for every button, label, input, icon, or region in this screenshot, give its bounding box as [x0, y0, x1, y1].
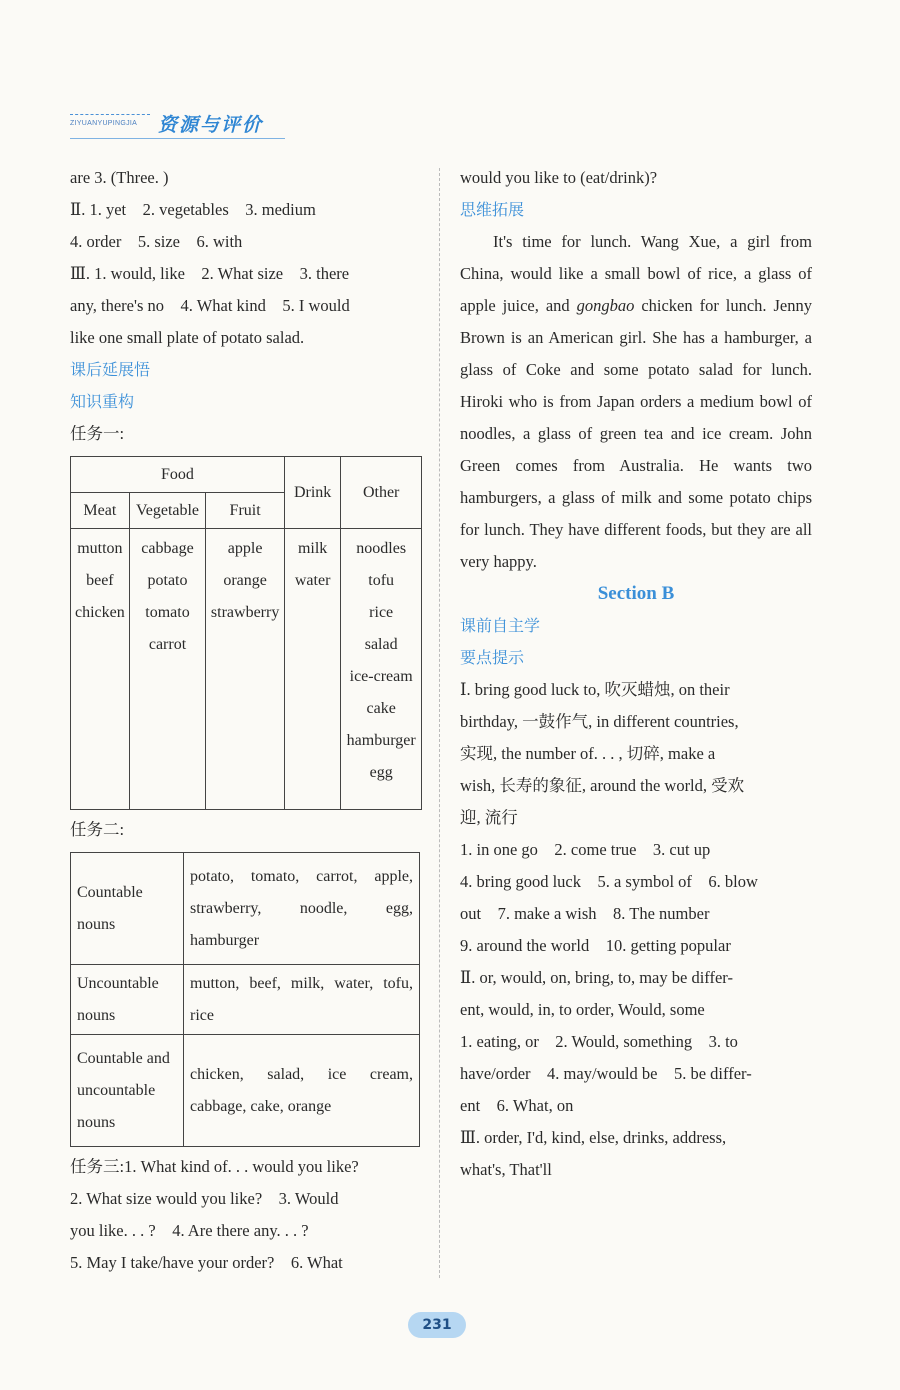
answer-line: Ⅲ. order, I'd, kind, else, drinks, address,	[460, 1128, 727, 1147]
answer-line: 4. order 5. size 6. with	[70, 232, 243, 251]
answer-line: Ⅰ. bring good luck to, 吹灭蜡烛, on their	[460, 680, 730, 699]
answer-line: any, there's no 4. What kind 5. I would	[70, 296, 350, 315]
answer-line: 9. around the world 10. getting popular	[460, 936, 731, 955]
page-header	[70, 108, 285, 140]
meat-header: Meat	[71, 493, 130, 529]
passage-text: chicken for lunch. Jenny Brown is an American girl. She has a hamburger, a glass of Coke and some potato salad for lunch. Hiroki who is from Japan orders a medium bowl of noodles, a glass of green tea and ice cream. John Green comes from Australia. He wants two hamburgers, a glass of milk and some potato chips for lunch. They have different foods, but they are all very happy.	[460, 296, 812, 571]
noun-type-label: Countable nouns	[71, 853, 184, 965]
answer-line: what's, That'll	[460, 1160, 552, 1179]
vegetable-header: Vegetable	[129, 493, 206, 529]
section-heading: 课后延展悟	[70, 360, 151, 379]
answer-line: 4. bring good luck 5. a symbol of 6. blow	[460, 872, 758, 891]
answer-line: ent 6. What, on	[460, 1096, 574, 1115]
passage	[460, 226, 812, 578]
answer-line: Ⅱ. 1. yet 2. vegetables 3. medium	[70, 200, 316, 219]
header-tag: ZIYUANYUPINGJIA	[70, 120, 138, 127]
header-arrow	[70, 114, 150, 115]
answer-line: would you like to (eat/drink)?	[460, 168, 658, 187]
answer-line: have/order 4. may/would be 5. be differ-	[460, 1064, 752, 1083]
food-table	[70, 456, 422, 810]
answer-line: 实现, the number of. . . , 切碎, make a	[460, 744, 716, 763]
task-label: 任务一:	[70, 424, 125, 443]
answer-line: 1. eating, or 2. Would, something 3. to	[460, 1032, 738, 1051]
passage-italic: gongbao	[576, 296, 635, 315]
noun-type-value: mutton, beef, milk, water, tofu, rice	[184, 965, 420, 1035]
answer-line: are 3. (Three. )	[70, 168, 169, 187]
task3-line: you like. . . ? 4. Are there any. . . ?	[70, 1221, 309, 1240]
passage-text: It's time for lunch. Wang Xue, a girl from China, would like a small bowl of rice, a glass of apple juice, and	[460, 232, 812, 315]
drink-header: Drink	[284, 457, 340, 529]
food-header: Food	[71, 457, 285, 493]
meat-items: mutton beef chicken	[71, 529, 130, 810]
answer-line: Ⅱ. or, would, on, bring, to, may be differ-	[460, 968, 733, 987]
fruit-items: apple orange strawberry	[206, 529, 285, 810]
column-divider	[439, 168, 440, 1278]
section-heading: 知识重构	[70, 392, 135, 411]
fruit-header: Fruit	[206, 493, 285, 529]
section-heading: 课前自主学	[460, 616, 541, 635]
page-number: 231	[408, 1312, 466, 1338]
answer-line: wish, 长寿的象征, around the world, 受欢	[460, 776, 745, 795]
section-heading: 思维拓展	[460, 200, 525, 219]
noun-type-label: Uncountable nouns	[71, 965, 184, 1035]
noun-type-value: chicken, salad, ice cream, cabbage, cake, orange	[184, 1035, 420, 1147]
answer-line: out 7. make a wish 8. The number	[460, 904, 710, 923]
drink-items: milk water	[284, 529, 340, 810]
header-rule	[70, 138, 285, 139]
noun-table	[70, 852, 420, 1147]
other-items: noodles tofu rice salad ice-cream cake hamburger egg	[341, 529, 422, 810]
noun-type-label: Countable and uncountable nouns	[71, 1035, 184, 1147]
other-header: Other	[341, 457, 422, 529]
answer-line: 1. in one go 2. come true 3. cut up	[460, 840, 711, 859]
task3-line: 2. What size would you like? 3. Would	[70, 1189, 339, 1208]
task3-line: 任务三:1. What kind of. . . would you like?	[70, 1157, 359, 1176]
answer-line: Ⅲ. 1. would, like 2. What size 3. there	[70, 264, 350, 283]
section-heading: 要点提示	[460, 648, 525, 667]
section-title: Section B	[597, 583, 675, 604]
answer-line: 迎, 流行	[460, 808, 518, 827]
task-label: 任务二:	[70, 820, 125, 839]
answer-line: like one small plate of potato salad.	[70, 328, 305, 347]
noun-type-value: potato, tomato, carrot, apple, strawberry, noodle, egg, hamburger	[184, 853, 420, 965]
answer-line: ent, would, in, to order, Would, some	[460, 1000, 705, 1019]
right-column	[460, 162, 812, 1186]
left-column	[70, 162, 425, 1279]
header-title: 资源与评价	[158, 114, 264, 136]
answer-line: birthday, 一鼓作气, in different countries,	[460, 712, 739, 731]
vegetable-items: cabbage potato tomato carrot	[129, 529, 206, 810]
task3-line: 5. May I take/have your order? 6. What	[70, 1253, 343, 1272]
